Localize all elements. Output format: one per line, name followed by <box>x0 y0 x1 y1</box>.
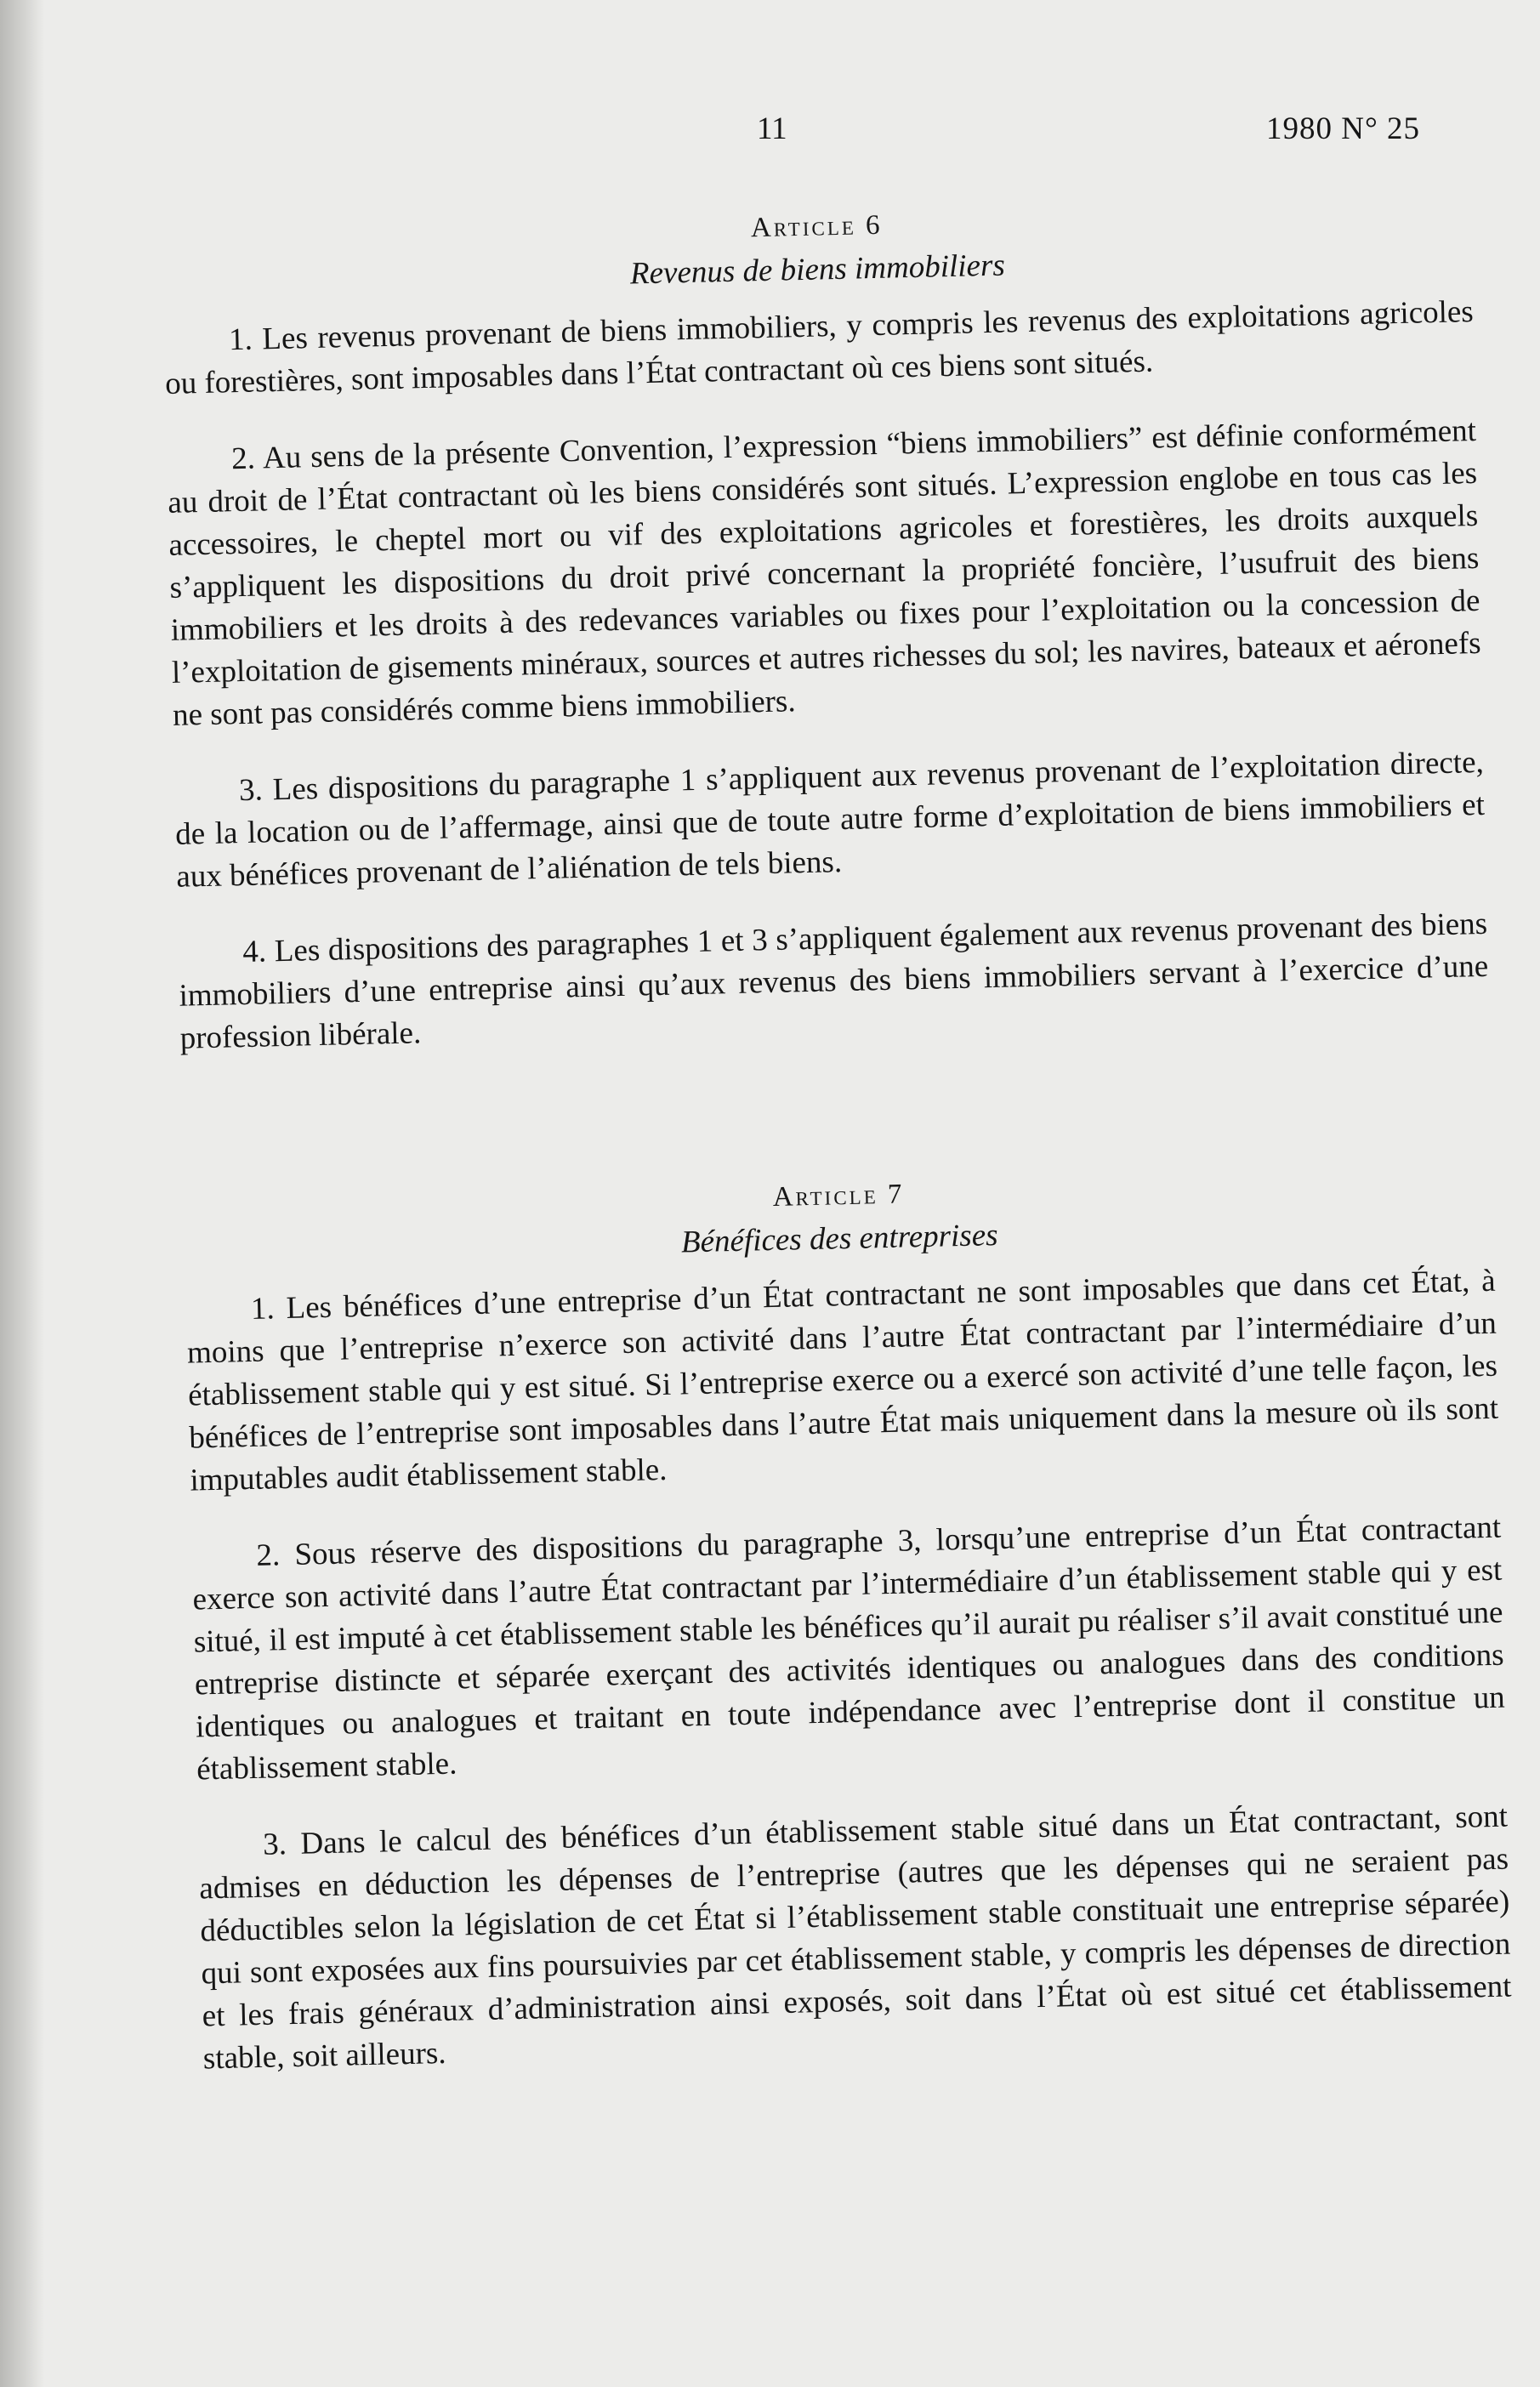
paragraph: 2. Sous réserve des dispositions du paragraphe 3, lorsqu’une entreprise d’un État contractant exerce son activité dans l’autre État contractant par l’intermédiaire d’un établissement stable qui y est situé, il est imputé à cet établissement stable les bénéfices qu’il aurait pu réaliser s’il avait constitué une entreprise distincte et séparée exerçant des activités identiques ou analogues dans des conditions identiques ou analogues et traitant en toute indépendance avec l’entreprise dont il constitue un établissement stable. <box>192 1509 1506 1787</box>
page-number: 11 <box>757 111 787 146</box>
binding-gutter <box>0 0 44 2387</box>
article-subtitle: Revenus de biens immobiliers <box>629 247 1006 292</box>
paragraph: 4. Les dispositions des paragraphes 1 et 3 s’appliquent également aux revenus provenant des biens immobiliers d’une entreprise ainsi qu’aux revenus des biens immobiliers servant à l’exercice d’une profession libérale. <box>179 906 1489 1056</box>
article-title: Article 6 <box>750 209 883 244</box>
article-6 <box>162 196 1490 1060</box>
paragraph: 1. Les bénéfices d’une entreprise d’un État contractant ne sont imposables que dans cet État, à moins que l’entreprise n’exerce son activité dans l’autre État contractant par l’intermédiaire d’un établissement stable qui y est situé. Si l’entreprise exerce ou a exercé son activité d’une telle façon, les bénéfices de l’entreprise sont imposables dans l’autre État mais uniquement dans la mesure où ils sont imputables audit établissement stable. <box>186 1263 1499 1498</box>
paragraph: 2. Au sens de la présente Convention, l’expression “biens immobiliers” est définie conformément au droit de l’État contractant où les biens considérés sont situés. L’expression englobe en tous cas les accessoires, le cheptel mort ou vif des exploitations agricoles et forestières, les droits auxquels s’appliquent les dispositions du droit privé concernant la propriété foncière, l’usufruit des biens immobiliers et les droits à des redevances variables ou fixes pour l’exploitation ou la concession de l’exploitation de gisements minéraux, sources et autres richesses du sol; les navires, bateaux et aéronefs ne sont pas considérés comme biens immobiliers. <box>167 412 1482 733</box>
article-subtitle: Bénéfices des entreprises <box>680 1217 998 1260</box>
article-7 <box>184 1165 1513 2081</box>
document-body <box>162 196 1514 2114</box>
paragraph: 3. Dans le calcul des bénéfices d’un établissement stable situé dans un État contractant, sont admises en déduction les dépenses de l’entreprise (autres que les dépenses qui ne seraient pas déductibles selon la législation de cet État si l’établissement stable constituait une entreprise séparée) qui sont exposées aux fins poursuivies par cet établissement stable, y compris les dépenses de direction et les frais généraux d’administration ainsi exposés, soit dans l’État où est situé cet établissement stable, soit ailleurs. <box>198 1799 1512 2077</box>
page-header <box>162 111 1420 162</box>
publication-year-number: 1980 N° 25 <box>1265 111 1420 146</box>
paragraph: 1. Les revenus provenant de biens immobiliers, y compris les revenus des exploitations agricoles ou forestières, sont imposables dans l’État contractant où ces biens sont situés. <box>164 294 1475 401</box>
article-title: Article 7 <box>772 1179 905 1213</box>
paragraph: 3. Les dispositions du paragraphe 1 s’appliquent aux revenus provenant de l’exploitation directe, de la location ou de l’affermage, ainsi que de toute autre forme d’exploitation de biens immobiliers et aux bénéfices provenant de l’aliénation de tels biens. <box>174 744 1486 895</box>
